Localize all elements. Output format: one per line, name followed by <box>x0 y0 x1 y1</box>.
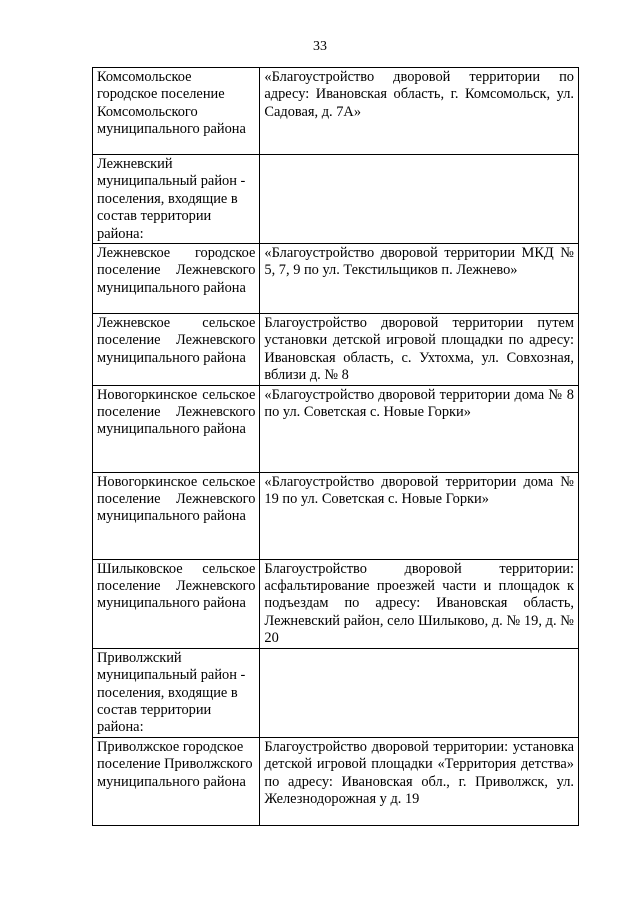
settlement-cell: Новогоркинское сельское поселение Лежневского муниципального района <box>93 472 260 559</box>
settlement-cell: Комсомольское городское поселение Комсомольского муниципального района <box>93 68 260 155</box>
table-row <box>93 472 579 559</box>
table-row <box>93 385 579 472</box>
project-cell: Благоустройство дворовой территории путем установки детской игровой площадки по адресу: Ивановская область, с. Ухтохма, ул. Совхозная, вблизи д. № 8 <box>260 314 579 386</box>
project-cell: Благоустройство дворовой территории: асфальтирование проезжей части и площадок к подъездам по адресу: Ивановская область, Лежневский район, село Шилыково, д. № 19, д. № 20 <box>260 559 579 648</box>
project-cell: Благоустройство дворовой территории: установка детской игровой площадки «Территория детства» по адресу: Ивановская обл., г. Приволжск, ул. Железнодорожная у д. 19 <box>260 737 579 825</box>
district-header-cell: Лежневский муниципальный район - поселения, входящие в состав территории района: <box>93 155 260 244</box>
projects-table <box>92 67 579 826</box>
table-row <box>93 737 579 825</box>
table-row <box>93 559 579 648</box>
settlement-cell: Шилыковское сельское поселение Лежневского муниципального района <box>93 559 260 648</box>
settlement-cell: Новогоркинское сельское поселение Лежневского муниципального района <box>93 385 260 472</box>
district-header-cell: Приволжский муниципальный район - поселения, входящие в состав территории района: <box>93 648 260 737</box>
table-row <box>93 68 579 155</box>
table-row <box>93 648 579 737</box>
empty-cell <box>260 155 579 244</box>
settlement-cell: Приволжское городское поселение Приволжского муниципального района <box>93 737 260 825</box>
project-cell: «Благоустройство дворовой территории МКД № 5, 7, 9 по ул. Текстильщиков п. Лежнево» <box>260 244 579 314</box>
settlement-cell: Лежневское городское поселение Лежневского муниципального района <box>93 244 260 314</box>
page-number: 33 <box>313 39 327 54</box>
table-row <box>93 314 579 386</box>
project-cell: «Благоустройство дворовой территории дома № 19 по ул. Советская с. Новые Горки» <box>260 472 579 559</box>
empty-cell <box>260 648 579 737</box>
table-row <box>93 155 579 244</box>
settlement-cell: Лежневское сельское поселение Лежневского муниципального района <box>93 314 260 386</box>
table-row <box>93 244 579 314</box>
project-cell: «Благоустройство дворовой территории по адресу: Ивановская область, г. Комсомольск, ул. Садовая, д. 7А» <box>260 68 579 155</box>
project-cell: «Благоустройство дворовой территории дома № 8 по ул. Советская с. Новые Горки» <box>260 385 579 472</box>
